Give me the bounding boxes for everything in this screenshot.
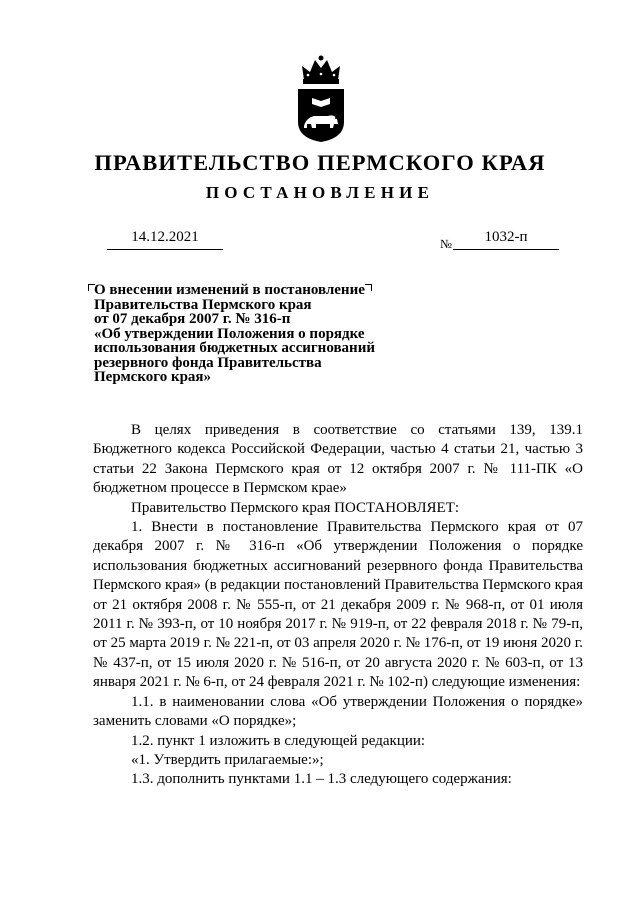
resolution-paragraph: Правительство Пермского края ПОСТАНОВЛЯЕТ:	[131, 499, 460, 516]
subject-line: Пермского края»	[94, 369, 212, 385]
clause-1-3-paragraph: 1.3. дополнить пунктами 1.1 – 1.3 следующего содержания:	[131, 771, 512, 788]
document-type: ПОСТАНОВЛЕНИЕ	[205, 183, 435, 202]
government-title: ПРАВИТЕЛЬСТВО ПЕРМСКОГО КРАЯ	[94, 150, 546, 175]
clause-1-1-paragraph: 1.1. в наименовании слова «Об утверждении Положения о порядке» заменить словами «О порядке»;	[93, 693, 583, 730]
preamble-paragraph: В целях приведения в соответствие со статьями 139, 139.1 Бюджетного кодекса Российской Федерации, частью 4 статьи 21, частью 3 статьи 22 Закона Пермского края от 12 октября 2007 г. № 111-ПК «О бюджетном процессе в Пермском крае»	[93, 422, 583, 497]
subject-line: резервного фонда Правительства	[94, 354, 322, 371]
number-field	[453, 227, 559, 250]
coat-of-arms-icon	[290, 54, 352, 144]
document-date: 14.12.2021	[131, 229, 199, 245]
subject-line: Правительства Пермского края	[94, 296, 312, 313]
document-number: 1032-п	[484, 229, 528, 245]
date-field	[107, 227, 223, 250]
clause-1-2-paragraph: 1.2. пункт 1 изложить в следующей редакции:	[131, 732, 426, 749]
subject-line: использования бюджетных ассигнований	[94, 340, 375, 356]
clause-1-2-text-paragraph: «1. Утвердить прилагаемые:»;	[131, 751, 324, 768]
clause-1-paragraph: 1. Внести в постановление Правительства Пермского края от 07 декабря 2007 г. № 316-п «Об утверждении Положения о порядке использования бюджетных ассигнований резервного фонда Правительства Пермского края» (в редакции постановлений Правительства Пермского края от 21 октября 2008 г. № 555-п, от 21 декабря 2009 г. № 968-п, от 01 июля 2011 г. № 393-п, от 10 ноября 2017 г. № 919-п, от 22 февраля 2018 г. № 79-п, от 25 марта 2019 г. № 221-п, от 03 апреля 2020 г. № 176-п, от 19 июня 2020 г. № 437-п, от 15 июля 2020 г. № 516-п, от 20 августа 2020 г. № 603-п, от 13 января 2021 г. № 6-п, от 24 февраля 2021 г. № 102-п) следующие изменения:	[93, 519, 583, 691]
subject-line: «Об утверждении Положения о порядке	[94, 325, 365, 342]
subject-line: от 07 декабря 2007 г. № 316-п	[94, 311, 291, 327]
number-sign: №	[440, 237, 452, 251]
document-subject	[94, 283, 394, 385]
document-body	[93, 421, 583, 790]
subject-line: О внесении изменений в постановление	[94, 282, 365, 298]
